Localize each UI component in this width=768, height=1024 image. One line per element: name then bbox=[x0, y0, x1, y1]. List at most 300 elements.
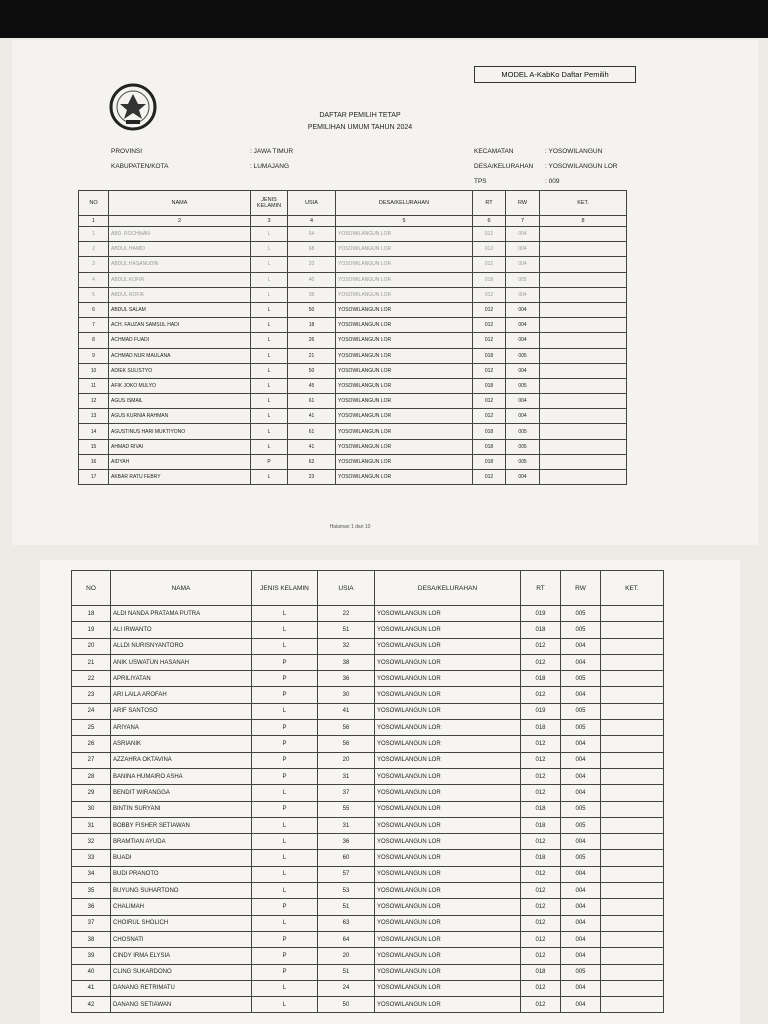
row-no: 9 bbox=[79, 348, 109, 363]
row-no: 41 bbox=[72, 980, 111, 996]
row-jenis-kelamin: P bbox=[252, 801, 318, 817]
row-rw: 004 bbox=[561, 997, 601, 1013]
row-no: 40 bbox=[72, 964, 111, 980]
row-nama: ABDUL ROFIK bbox=[109, 287, 251, 302]
table-row bbox=[72, 654, 664, 670]
row-rt: 018 bbox=[521, 801, 561, 817]
row-ket bbox=[601, 622, 664, 638]
row-usia: 41 bbox=[288, 409, 336, 424]
document-subtitle: PEMILIHAN UMUM TAHUN 2024 bbox=[307, 124, 413, 131]
row-jenis-kelamin: L bbox=[252, 866, 318, 882]
table-row bbox=[72, 883, 664, 899]
row-rw: 005 bbox=[561, 671, 601, 687]
row-jenis-kelamin: L bbox=[251, 470, 288, 485]
table-row bbox=[72, 687, 664, 703]
row-rt: 019 bbox=[521, 703, 561, 719]
row-jenis-kelamin: L bbox=[251, 287, 288, 302]
row-rw: 004 bbox=[561, 654, 601, 670]
row-rt: 012 bbox=[521, 931, 561, 947]
row-usia: 55 bbox=[318, 801, 375, 817]
row-ket bbox=[601, 964, 664, 980]
row-no: 25 bbox=[72, 720, 111, 736]
row-rt: 012 bbox=[521, 899, 561, 915]
table-row bbox=[72, 638, 664, 654]
row-rt: 012 bbox=[521, 948, 561, 964]
row-rt: 012 bbox=[473, 257, 506, 272]
table-row bbox=[72, 671, 664, 687]
row-no: 24 bbox=[72, 703, 111, 719]
row-ket bbox=[540, 272, 627, 287]
row-jenis-kelamin: L bbox=[251, 363, 288, 378]
row-jenis-kelamin: P bbox=[252, 654, 318, 670]
col-no: NO bbox=[72, 571, 111, 606]
table-row bbox=[79, 439, 627, 454]
row-no: 21 bbox=[72, 654, 111, 670]
row-nama: ACHMAD FUADI bbox=[109, 333, 251, 348]
row-rw: 004 bbox=[506, 333, 540, 348]
row-no: 23 bbox=[72, 687, 111, 703]
row-no: 14 bbox=[79, 424, 109, 439]
row-rw: 004 bbox=[506, 409, 540, 424]
row-desa: YOSOWILANGUN LOR bbox=[375, 948, 521, 964]
row-usia: 50 bbox=[288, 363, 336, 378]
col-ket: KET. bbox=[540, 191, 627, 216]
table-row bbox=[79, 257, 627, 272]
row-jenis-kelamin: L bbox=[252, 883, 318, 899]
row-desa: YOSOWILANGUN LOR bbox=[375, 850, 521, 866]
row-rw: 005 bbox=[506, 454, 540, 469]
row-jenis-kelamin: P bbox=[252, 752, 318, 768]
row-rw: 005 bbox=[506, 439, 540, 454]
column-number-row bbox=[79, 216, 627, 227]
col-jenis-kelamin: JENIS KELAMIN bbox=[251, 191, 288, 216]
voter-table-page-1 bbox=[78, 190, 627, 485]
row-nama: BUADI bbox=[111, 850, 252, 866]
row-jenis-kelamin: L bbox=[251, 348, 288, 363]
row-ket bbox=[601, 899, 664, 915]
scan-top-edge bbox=[0, 0, 768, 38]
row-ket bbox=[601, 720, 664, 736]
kabkota-label: KABUPATEN/KOTA bbox=[111, 163, 169, 170]
row-rw: 005 bbox=[506, 272, 540, 287]
row-no: 32 bbox=[72, 834, 111, 850]
table-row bbox=[79, 363, 627, 378]
row-rw: 004 bbox=[506, 318, 540, 333]
row-desa: YOSOWILANGUN LOR bbox=[375, 671, 521, 687]
row-desa: YOSOWILANGUN LOR bbox=[336, 409, 473, 424]
row-rt: 012 bbox=[521, 785, 561, 801]
row-rw: 004 bbox=[561, 834, 601, 850]
row-ket bbox=[540, 470, 627, 485]
row-ket bbox=[601, 883, 664, 899]
row-rt: 012 bbox=[521, 654, 561, 670]
desa-value: : YOSOWILANGUN LOR bbox=[545, 163, 618, 170]
row-ket bbox=[540, 287, 627, 302]
row-nama: ALLDI NURISNYANTORO bbox=[111, 638, 252, 654]
row-nama: ABDUL HASANUDIN bbox=[109, 257, 251, 272]
table-row bbox=[79, 409, 627, 424]
row-usia: 23 bbox=[288, 470, 336, 485]
table-row bbox=[72, 980, 664, 996]
row-ket bbox=[601, 866, 664, 882]
row-ket bbox=[601, 801, 664, 817]
provinsi-label: PROVINSI bbox=[111, 148, 143, 155]
table-row bbox=[72, 606, 664, 622]
table-body-page-2 bbox=[72, 606, 664, 1013]
row-no: 33 bbox=[72, 850, 111, 866]
row-rt: 018 bbox=[473, 348, 506, 363]
row-desa: YOSOWILANGUN LOR bbox=[375, 997, 521, 1013]
row-desa: YOSOWILANGUN LOR bbox=[375, 817, 521, 833]
col-number: 6 bbox=[473, 216, 506, 227]
row-rt: 012 bbox=[521, 834, 561, 850]
row-jenis-kelamin: P bbox=[252, 931, 318, 947]
row-desa: YOSOWILANGUN LOR bbox=[375, 931, 521, 947]
row-ket bbox=[601, 768, 664, 784]
row-ket bbox=[540, 378, 627, 393]
row-ket bbox=[540, 409, 627, 424]
row-no: 22 bbox=[72, 671, 111, 687]
row-desa: YOSOWILANGUN LOR bbox=[375, 980, 521, 996]
row-jenis-kelamin: L bbox=[251, 318, 288, 333]
row-nama: AIDYAH bbox=[109, 454, 251, 469]
col-ket: KET. bbox=[601, 571, 664, 606]
row-desa: YOSOWILANGUN LOR bbox=[336, 333, 473, 348]
row-ket bbox=[601, 671, 664, 687]
row-usia: 50 bbox=[288, 302, 336, 317]
table-row bbox=[72, 752, 664, 768]
row-usia: 62 bbox=[288, 454, 336, 469]
row-rt: 018 bbox=[521, 622, 561, 638]
row-usia: 40 bbox=[288, 272, 336, 287]
row-nama: ABDUL KOFIR bbox=[109, 272, 251, 287]
row-no: 18 bbox=[72, 606, 111, 622]
row-desa: YOSOWILANGUN LOR bbox=[336, 302, 473, 317]
row-nama: BUDI PRANOTO bbox=[111, 866, 252, 882]
row-rt: 012 bbox=[473, 470, 506, 485]
row-rw: 004 bbox=[561, 899, 601, 915]
row-ket bbox=[540, 227, 627, 242]
table-row bbox=[72, 801, 664, 817]
row-desa: YOSOWILANGUN LOR bbox=[375, 899, 521, 915]
row-no: 36 bbox=[72, 899, 111, 915]
row-usia: 41 bbox=[288, 439, 336, 454]
table-row bbox=[72, 736, 664, 752]
row-nama: BENDIT WIRANGGA bbox=[111, 785, 252, 801]
table-row bbox=[72, 866, 664, 882]
row-usia: 36 bbox=[318, 671, 375, 687]
row-jenis-kelamin: P bbox=[252, 687, 318, 703]
col-usia: USIA bbox=[288, 191, 336, 216]
row-nama: CHOIRUL SHOLICH bbox=[111, 915, 252, 931]
row-desa: YOSOWILANGUN LOR bbox=[336, 439, 473, 454]
row-usia: 32 bbox=[318, 638, 375, 654]
row-ket bbox=[601, 606, 664, 622]
row-rw: 004 bbox=[561, 980, 601, 996]
document-title: DAFTAR PEMILIH TETAP bbox=[319, 112, 401, 119]
row-rt: 012 bbox=[521, 866, 561, 882]
row-rw: 005 bbox=[506, 424, 540, 439]
row-rw: 004 bbox=[561, 687, 601, 703]
row-jenis-kelamin: L bbox=[252, 817, 318, 833]
row-usia: 18 bbox=[288, 318, 336, 333]
row-usia: 38 bbox=[288, 287, 336, 302]
table-body-page-1 bbox=[79, 227, 627, 485]
table-row bbox=[72, 997, 664, 1013]
row-ket bbox=[601, 850, 664, 866]
row-nama: ACH. FAUZAN SAMSUL HADI bbox=[109, 318, 251, 333]
col-number: 3 bbox=[251, 216, 288, 227]
tps-value: : 009 bbox=[545, 178, 560, 185]
row-rt: 018 bbox=[473, 454, 506, 469]
row-desa: YOSOWILANGUN LOR bbox=[375, 834, 521, 850]
row-jenis-kelamin: L bbox=[251, 302, 288, 317]
row-rw: 004 bbox=[506, 227, 540, 242]
row-no: 39 bbox=[72, 948, 111, 964]
row-nama: ARIF SANTOSO bbox=[111, 703, 252, 719]
row-jenis-kelamin: L bbox=[252, 850, 318, 866]
row-no: 4 bbox=[79, 272, 109, 287]
row-desa: YOSOWILANGUN LOR bbox=[336, 287, 473, 302]
table-row bbox=[72, 899, 664, 915]
row-usia: 57 bbox=[318, 866, 375, 882]
row-nama: ABD. ROCHMAN bbox=[109, 227, 251, 242]
row-rt: 012 bbox=[521, 980, 561, 996]
row-nama: BINTIN SURYANI bbox=[111, 801, 252, 817]
row-ket bbox=[601, 817, 664, 833]
col-usia: USIA bbox=[318, 571, 375, 606]
row-usia: 51 bbox=[318, 899, 375, 915]
kpu-logo-icon bbox=[108, 82, 158, 132]
row-desa: YOSOWILANGUN LOR bbox=[336, 378, 473, 393]
row-rw: 005 bbox=[561, 720, 601, 736]
col-number: 2 bbox=[109, 216, 251, 227]
page-footer: Halaman 1 dari 10 bbox=[329, 524, 371, 530]
table-row bbox=[79, 242, 627, 257]
row-jenis-kelamin: L bbox=[251, 227, 288, 242]
row-usia: 36 bbox=[318, 834, 375, 850]
row-desa: YOSOWILANGUN LOR bbox=[336, 272, 473, 287]
row-rw: 004 bbox=[561, 931, 601, 947]
col-desa: DESA/KELURAHAN bbox=[336, 191, 473, 216]
row-usia: 64 bbox=[318, 931, 375, 947]
table-row bbox=[72, 720, 664, 736]
row-nama: AZZAHRA OKTAVINA bbox=[111, 752, 252, 768]
table-row bbox=[79, 424, 627, 439]
row-jenis-kelamin: P bbox=[252, 948, 318, 964]
row-ket bbox=[601, 948, 664, 964]
row-rw: 004 bbox=[561, 768, 601, 784]
row-usia: 61 bbox=[288, 424, 336, 439]
tps-label: TPS bbox=[474, 178, 487, 185]
col-number: 4 bbox=[288, 216, 336, 227]
row-nama: ABDUL SALAM bbox=[109, 302, 251, 317]
row-jenis-kelamin: L bbox=[251, 333, 288, 348]
row-desa: YOSOWILANGUN LOR bbox=[336, 348, 473, 363]
row-no: 15 bbox=[79, 439, 109, 454]
desa-label: DESA/KELURAHAN bbox=[474, 163, 534, 170]
row-rw: 004 bbox=[561, 752, 601, 768]
row-desa: YOSOWILANGUN LOR bbox=[375, 654, 521, 670]
col-rt: RT bbox=[521, 571, 561, 606]
table-row bbox=[72, 834, 664, 850]
row-jenis-kelamin: P bbox=[251, 454, 288, 469]
row-nama: AHMAD RIVAI bbox=[109, 439, 251, 454]
row-desa: YOSOWILANGUN LOR bbox=[375, 785, 521, 801]
row-nama: ACHMAD NUR MAULANA bbox=[109, 348, 251, 363]
table-row bbox=[79, 318, 627, 333]
row-rt: 012 bbox=[521, 736, 561, 752]
row-ket bbox=[601, 703, 664, 719]
row-rt: 012 bbox=[521, 883, 561, 899]
row-desa: YOSOWILANGUN LOR bbox=[375, 915, 521, 931]
row-jenis-kelamin: L bbox=[252, 638, 318, 654]
row-usia: 22 bbox=[318, 606, 375, 622]
table-row bbox=[79, 470, 627, 485]
col-jenis-kelamin: JENIS KELAMIN bbox=[252, 571, 318, 606]
row-no: 2 bbox=[79, 242, 109, 257]
row-nama: ARIYANA bbox=[111, 720, 252, 736]
row-rt: 012 bbox=[473, 287, 506, 302]
kabkota-value: : LUMAJANG bbox=[250, 163, 290, 170]
col-rt: RT bbox=[473, 191, 506, 216]
row-jenis-kelamin: L bbox=[251, 394, 288, 409]
row-jenis-kelamin: L bbox=[252, 785, 318, 801]
row-rt: 012 bbox=[473, 302, 506, 317]
row-usia: 31 bbox=[318, 817, 375, 833]
row-rw: 005 bbox=[506, 378, 540, 393]
row-desa: YOSOWILANGUN LOR bbox=[375, 964, 521, 980]
voter-table-page-2 bbox=[71, 570, 664, 1013]
row-rw: 005 bbox=[506, 348, 540, 363]
row-jenis-kelamin: L bbox=[252, 622, 318, 638]
row-no: 27 bbox=[72, 752, 111, 768]
row-no: 30 bbox=[72, 801, 111, 817]
row-nama: ALI IRWANTO bbox=[111, 622, 252, 638]
row-nama: CHALIMAH bbox=[111, 899, 252, 915]
row-no: 29 bbox=[72, 785, 111, 801]
row-nama: AGUSTINUS HARI MUKTIYONO bbox=[109, 424, 251, 439]
row-nama: BOBBY FISHER SETIAWAN bbox=[111, 817, 252, 833]
row-jenis-kelamin: L bbox=[251, 439, 288, 454]
row-rt: 018 bbox=[473, 272, 506, 287]
row-usia: 61 bbox=[288, 394, 336, 409]
row-desa: YOSOWILANGUN LOR bbox=[336, 394, 473, 409]
row-desa: YOSOWILANGUN LOR bbox=[375, 638, 521, 654]
row-usia: 51 bbox=[318, 964, 375, 980]
row-desa: YOSOWILANGUN LOR bbox=[375, 622, 521, 638]
row-rw: 005 bbox=[561, 964, 601, 980]
row-rw: 004 bbox=[561, 915, 601, 931]
row-nama: AKBAR RATU FEBRY bbox=[109, 470, 251, 485]
row-usia: 31 bbox=[318, 768, 375, 784]
row-rw: 004 bbox=[561, 866, 601, 882]
row-rw: 005 bbox=[561, 850, 601, 866]
row-ket bbox=[540, 424, 627, 439]
row-nama: CINDY IRMA ELYSIA bbox=[111, 948, 252, 964]
table-row bbox=[79, 302, 627, 317]
row-no: 34 bbox=[72, 866, 111, 882]
table-row bbox=[79, 227, 627, 242]
row-desa: YOSOWILANGUN LOR bbox=[375, 801, 521, 817]
row-jenis-kelamin: L bbox=[252, 997, 318, 1013]
row-usia: 38 bbox=[318, 654, 375, 670]
col-nama: NAMA bbox=[109, 191, 251, 216]
row-nama: CLING SUKARDONO bbox=[111, 964, 252, 980]
row-jenis-kelamin: L bbox=[251, 409, 288, 424]
row-nama: APRILIYATAN bbox=[111, 671, 252, 687]
row-jenis-kelamin: L bbox=[252, 703, 318, 719]
row-usia: 20 bbox=[318, 752, 375, 768]
row-rw: 004 bbox=[506, 242, 540, 257]
row-desa: YOSOWILANGUN LOR bbox=[375, 606, 521, 622]
table-row bbox=[79, 378, 627, 393]
row-jenis-kelamin: P bbox=[252, 720, 318, 736]
col-no: NO bbox=[79, 191, 109, 216]
table-header-row bbox=[79, 191, 627, 216]
row-ket bbox=[540, 257, 627, 272]
row-ket bbox=[601, 638, 664, 654]
row-no: 38 bbox=[72, 931, 111, 947]
row-ket bbox=[601, 915, 664, 931]
row-no: 28 bbox=[72, 768, 111, 784]
row-nama: BUYUNG SUHARTONO bbox=[111, 883, 252, 899]
row-jenis-kelamin: P bbox=[252, 899, 318, 915]
row-usia: 63 bbox=[318, 915, 375, 931]
row-rw: 004 bbox=[506, 302, 540, 317]
row-rt: 012 bbox=[473, 227, 506, 242]
row-usia: 60 bbox=[318, 850, 375, 866]
row-rw: 004 bbox=[506, 394, 540, 409]
row-no: 1 bbox=[79, 227, 109, 242]
provinsi-value: : JAWA TIMUR bbox=[250, 148, 294, 155]
row-nama: ABDUL HAMID bbox=[109, 242, 251, 257]
row-ket bbox=[540, 454, 627, 469]
row-no: 5 bbox=[79, 287, 109, 302]
row-usia: 33 bbox=[288, 257, 336, 272]
row-rw: 004 bbox=[506, 363, 540, 378]
row-rt: 012 bbox=[521, 915, 561, 931]
row-no: 10 bbox=[79, 363, 109, 378]
row-rw: 004 bbox=[506, 257, 540, 272]
row-rw: 005 bbox=[561, 703, 601, 719]
row-jenis-kelamin: P bbox=[252, 768, 318, 784]
table-row bbox=[72, 817, 664, 833]
row-rt: 012 bbox=[521, 997, 561, 1013]
row-jenis-kelamin: P bbox=[252, 671, 318, 687]
row-rt: 018 bbox=[473, 378, 506, 393]
row-rw: 005 bbox=[561, 801, 601, 817]
table-row bbox=[79, 333, 627, 348]
row-jenis-kelamin: P bbox=[252, 736, 318, 752]
col-nama: NAMA bbox=[111, 571, 252, 606]
row-usia: 24 bbox=[318, 980, 375, 996]
col-number: 5 bbox=[336, 216, 473, 227]
table-row bbox=[72, 850, 664, 866]
col-rw: RW bbox=[506, 191, 540, 216]
row-no: 16 bbox=[79, 454, 109, 469]
row-usia: 37 bbox=[318, 785, 375, 801]
row-usia: 21 bbox=[288, 348, 336, 363]
col-desa: DESA/KELURAHAN bbox=[375, 571, 521, 606]
row-rt: 018 bbox=[473, 439, 506, 454]
row-usia: 56 bbox=[318, 736, 375, 752]
row-rt: 012 bbox=[473, 394, 506, 409]
row-rt: 018 bbox=[473, 424, 506, 439]
row-no: 3 bbox=[79, 257, 109, 272]
row-rt: 018 bbox=[521, 720, 561, 736]
row-desa: YOSOWILANGUN LOR bbox=[375, 703, 521, 719]
